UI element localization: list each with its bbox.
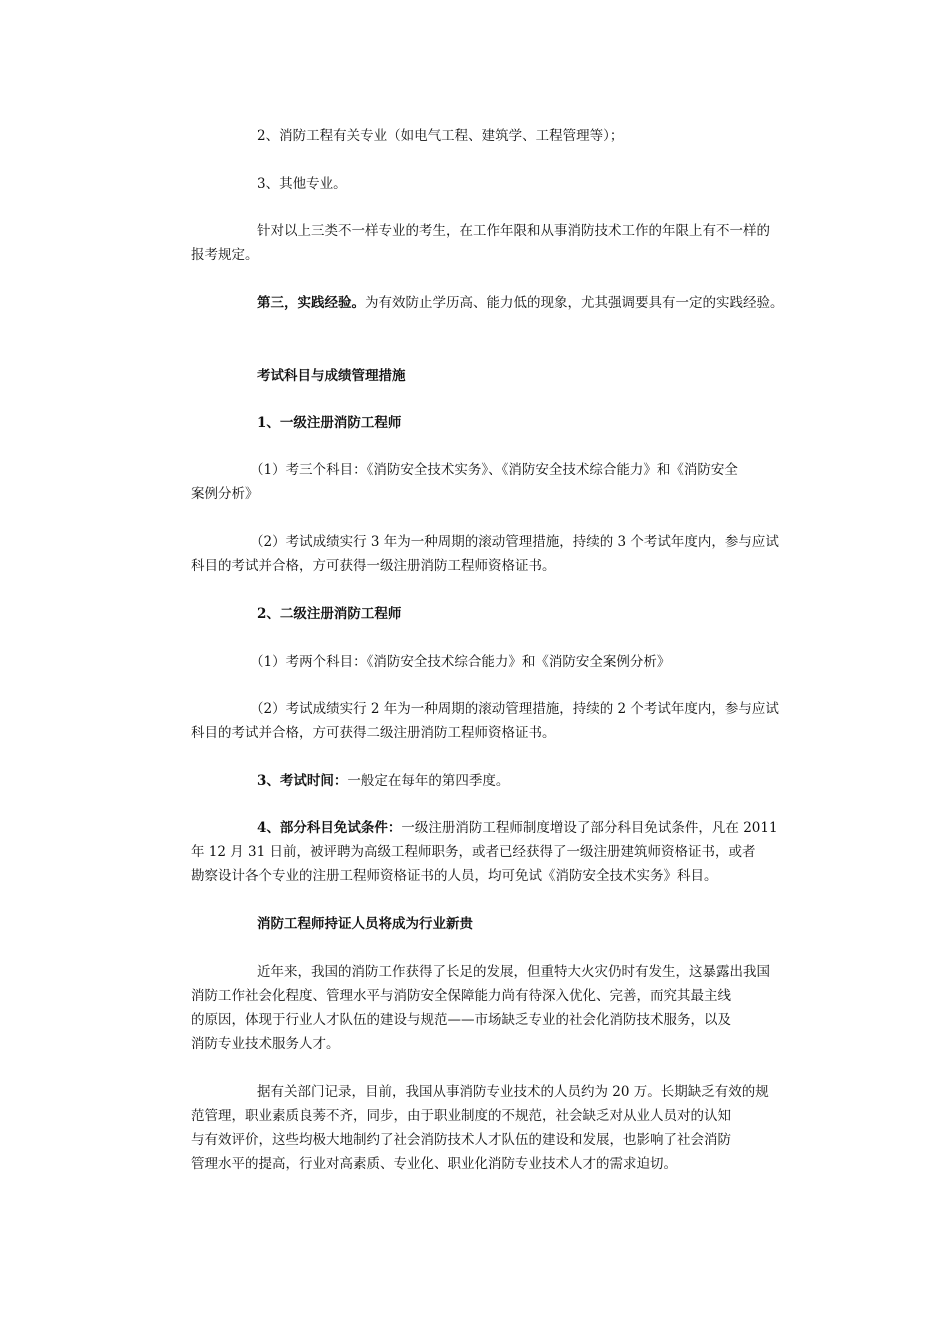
paragraph-exam-time: 3、考试时间：一般定在每年的第四季度。 (257, 773, 510, 789)
heading-level-one: 1、一级注册消防工程师 (257, 415, 402, 431)
paragraph-exemption: 4、部分科目免试条件：一级注册消防工程师制度增设了部分科目免试条件，凡在 2011 年 12 月 31 日前，被评聘为高级工程师职务，或者已经获得了一级注册建筑师资格证书，或者 勘察设计各个专业的注册工程师资格证书的人员，均可免试《消防安全技术实务》科目。 (191, 820, 778, 884)
heading-level-two: 2、二级注册消防工程师 (257, 606, 402, 622)
paragraph-related-majors: 2、消防工程有关专业（如电气工程、建筑学、工程管理等）； (257, 128, 624, 144)
paragraph-other-majors: 3、其他专业。 (257, 176, 347, 192)
paragraph-statistics: 据有关部门记录，目前，我国从事消防专业技术的人员约为 20 万。长期缺乏有效的规 范管理，职业素质良莠不齐，同步，由于职业制度的不规范，社会缺乏对从业人员对的认知 与有效评价，这些均极大地制约了社会消防技术人才队伍的建设和发展，也影响了社会消防 管理水平的提高，行业对高素质、专业化、职业化消防专业技术人才的需求迫切。 (191, 1084, 769, 1172)
paragraph-level-two-subjects: （1）考两个科目：《消防安全技术综合能力》和《消防安全案例分析》 (250, 654, 671, 670)
heading-exam-subjects: 考试科目与成绩管理措施 (257, 368, 406, 384)
paragraph-requirements: 针对以上三类不一样专业的考生，在工作年限和从事消防技术工作的年限上有不一样的 报考规定。 (191, 223, 770, 263)
paragraph-level-one-subjects: （1）考三个科目：《消防安全技术实务》、《消防安全技术综合能力》和《消防安全 案例分析》 (191, 462, 738, 502)
paragraph-level-two-scores: （2）考试成绩实行 2 年为一种周期的滚动管理措施，持续的 2 个考试年度内，参与应试 科目的考试并合格，方可获得二级注册消防工程师资格证书。 (191, 701, 779, 741)
paragraph-recent-years: 近年来，我国的消防工作获得了长足的发展，但重特大火灾仍时有发生，这暴露出我国 消防工作社会化程度、管理水平与消防安全保障能力尚有待深入优化、完善，而究其最主线 的原因，体现于行业人才队伍的建设与规范——市场缺乏专业的社会化消防技术服务，以及 消防专业技术服务人才。 (191, 964, 770, 1052)
paragraph-level-one-scores: （2）考试成绩实行 3 年为一种周期的滚动管理措施，持续的 3 个考试年度内，参与应试 科目的考试并合格，方可获得一级注册消防工程师资格证书。 (191, 534, 779, 574)
heading-industry-outlook: 消防工程师持证人员将成为行业新贵 (257, 916, 473, 932)
paragraph-practice-experience: 第三，实践经验。为有效防止学历高、能力低的现象，尤其强调要具有一定的实践经验。 (257, 295, 784, 311)
